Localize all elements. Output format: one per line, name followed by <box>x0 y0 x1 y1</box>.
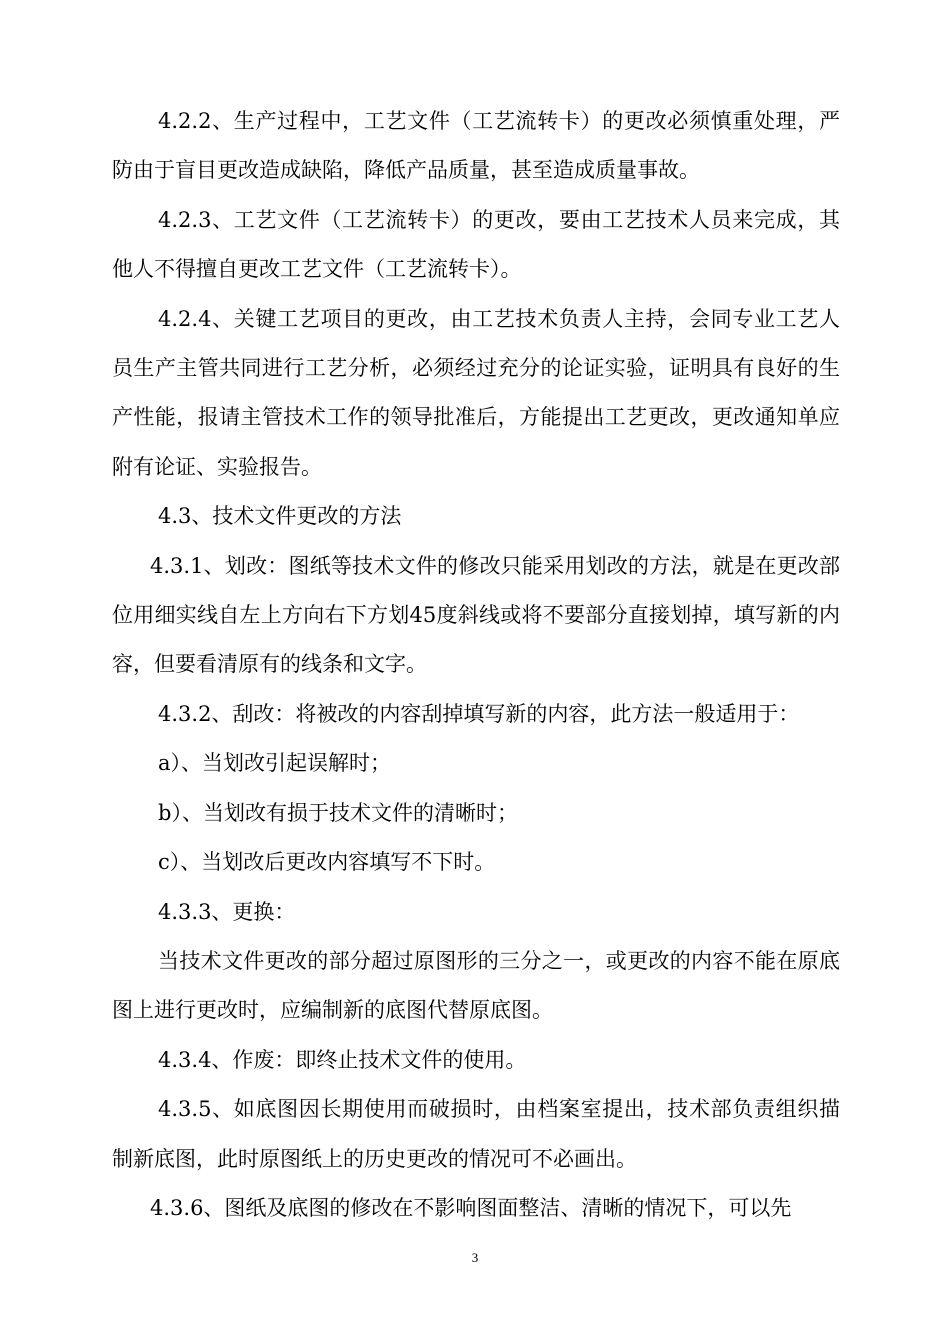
paragraph-4-3-2: 4.3.2、刮改：将被改的内容刮掉填写新的内容，此方法一般适用于： <box>158 701 800 726</box>
paragraph-4-3-3: 4.3.3、更换： <box>158 899 296 924</box>
paragraph-4-2-4: 4.2.4、关键工艺项目的更改，由工艺技术负责人主持，会同专业工艺人员生产主管共同进行工艺分析，必须经过充分的论证实验，证明具有良好的生产性能，报请主管技术工作的领导批准后，方能提出工艺更改，更改通知单应附有论证、实验报告。 <box>112 306 840 479</box>
paragraph-4-2-2: 4.2.2、生产过程中，工艺文件（工艺流转卡）的更改必须慎重处理，严防由于盲目更改造成缺陷，降低产品质量，甚至造成质量事故。 <box>112 109 840 183</box>
paragraph-4-3-5: 4.3.5、如底图因长期使用而破损时，由档案室提出，技术部负责组织描制新底图，此时原图纸上的历史更改的情况可不必画出。 <box>112 1097 840 1171</box>
list-item-a: a）、当划改引起误解时； <box>158 751 392 776</box>
paragraph-4-2-3: 4.2.3、工艺文件（工艺流转卡）的更改，要由工艺技术人员来完成，其他人不得擅自更改工艺文件（工艺流转卡）。 <box>112 207 840 282</box>
paragraph-4-3-4: 4.3.4、作废：即终止技术文件的使用。 <box>158 1047 527 1072</box>
list-item-b: b）、当划改有损于技术文件的清晰时； <box>158 800 518 825</box>
paragraph-4-3-1: 4.3.1、划改：图纸等技术文件的修改只能采用划改的方法，就是在更改部位用细实线自左上方向右下方划45度斜线或将不要部分直接划掉，填写新的内容，但要看清原有的线条和文字。 <box>112 553 840 677</box>
section-heading-4-3: 4.3、技术文件更改的方法 <box>158 504 402 529</box>
paragraph-4-3-6: 4.3.6、图纸及底图的修改在不影响图面整洁、清晰的情况下，可以先 <box>150 1195 792 1220</box>
document-body <box>112 97 840 1233</box>
paragraph-replacement-body: 当技术文件更改的部分超过原图形的三分之一，或更改的内容不能在原底图上进行更改时，应编制新的底图代替原底图。 <box>112 948 840 1023</box>
list-item-c: c）、当划改后更改内容填写不下时。 <box>158 850 496 875</box>
page-number: 3 <box>471 1250 479 1265</box>
